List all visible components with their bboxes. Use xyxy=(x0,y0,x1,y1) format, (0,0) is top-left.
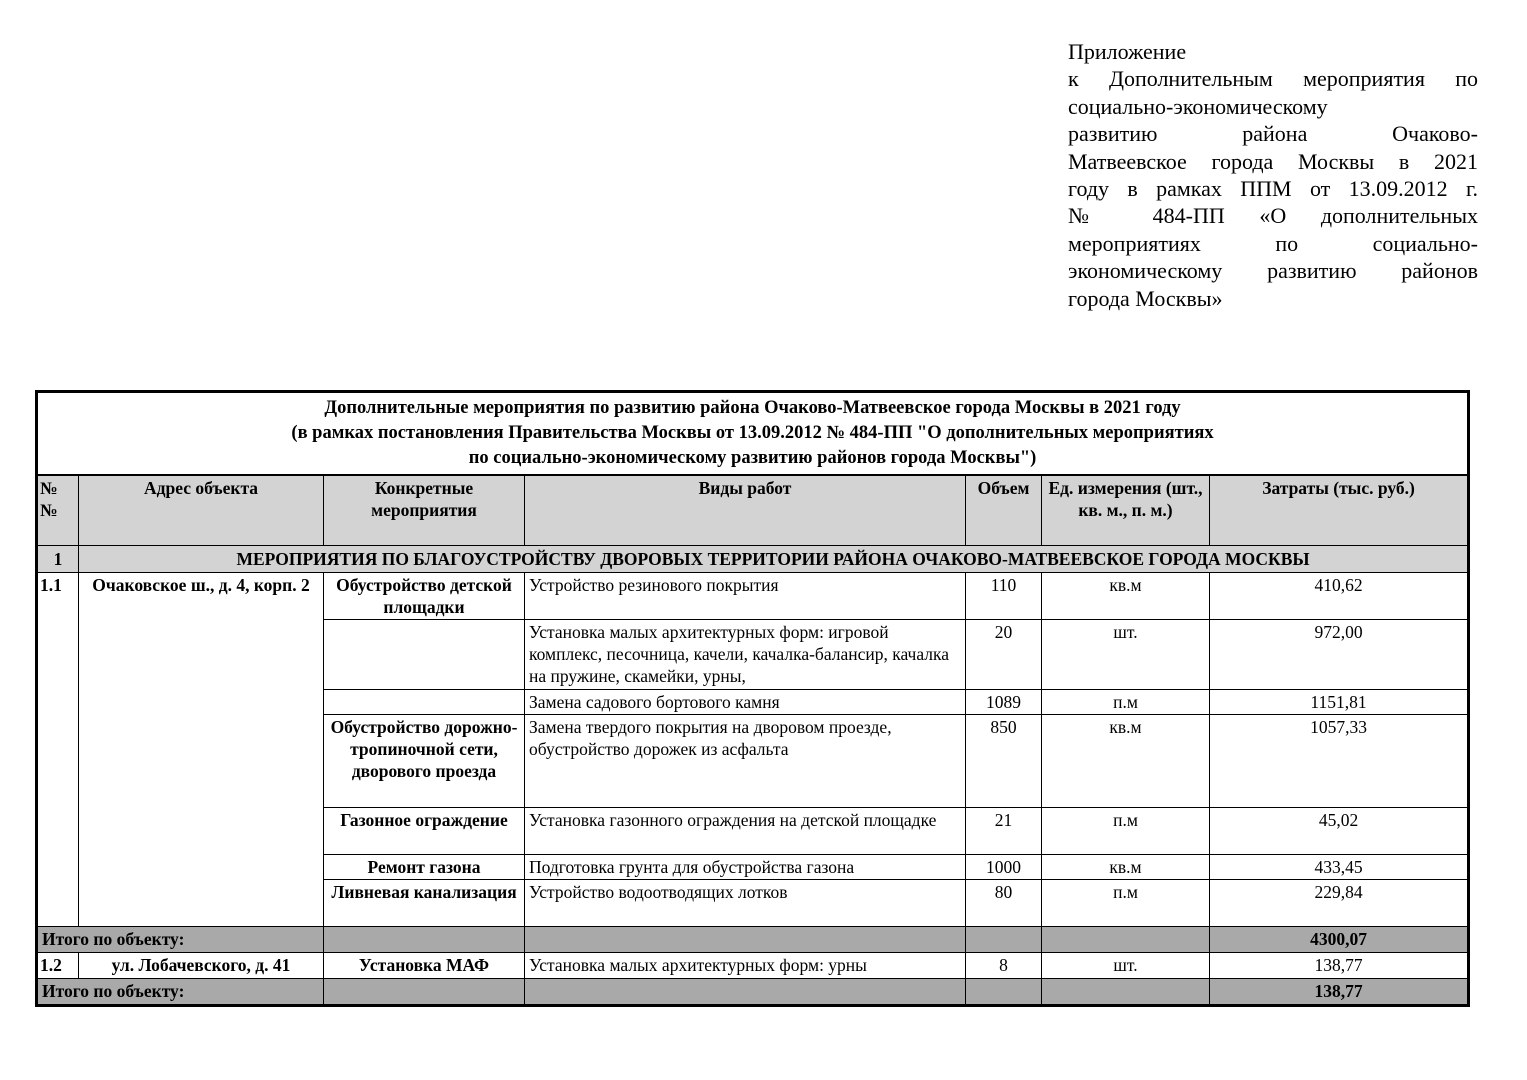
column-header-num: № № xyxy=(37,475,79,545)
appendix-line: году в рамках ППМ от 13.09.2012 г. xyxy=(1068,176,1478,202)
volume-cell: 1089 xyxy=(966,689,1042,714)
unit-cell: п.м xyxy=(1042,879,1210,926)
total-label: Итого по объекту: xyxy=(37,978,324,1005)
total-empty-cell xyxy=(966,926,1042,952)
unit-cell: кв.м xyxy=(1042,854,1210,879)
object-number: 1.2 xyxy=(37,952,79,978)
total-empty-cell xyxy=(324,978,525,1005)
total-value: 138,77 xyxy=(1210,978,1469,1005)
table-title-line: Дополнительные мероприятия по развитию района Очаково-Матвеевское города Москвы в 2021 году xyxy=(324,398,1181,418)
volume-cell: 1000 xyxy=(966,854,1042,879)
appendix-line: города Москвы» xyxy=(1068,285,1223,311)
section-row xyxy=(37,545,1469,572)
work-cell: Подготовка грунта для обустройства газона xyxy=(525,854,966,879)
cost-cell: 1057,33 xyxy=(1210,714,1469,807)
unit-cell: п.м xyxy=(1042,689,1210,714)
total-value: 4300,07 xyxy=(1210,926,1469,952)
table-title xyxy=(37,392,1469,476)
volume-cell: 8 xyxy=(966,952,1042,978)
volume-cell: 110 xyxy=(966,572,1042,619)
measure-cell: Ремонт газона xyxy=(324,854,525,879)
total-empty-cell xyxy=(525,926,966,952)
unit-cell: кв.м xyxy=(1042,714,1210,807)
section-title: МЕРОПРИЯТИЯ ПО БЛАГОУСТРОЙСТВУ ДВОРОВЫХ ТЕРРИТОРИИ РАЙОНА ОЧАКОВО-МАТВЕЕВСКОЕ ГОРОДА МОСКВЫ xyxy=(79,545,1469,572)
cost-cell: 410,62 xyxy=(1210,572,1469,619)
work-cell: Замена твердого покрытия на дворовом проезде, обустройство дорожек из асфальта xyxy=(525,714,966,807)
volume-cell: 850 xyxy=(966,714,1042,807)
column-header-works: Виды работ xyxy=(525,475,966,545)
appendix-line: Матвеевское города Москвы в 2021 xyxy=(1068,148,1478,174)
table-row xyxy=(37,952,1469,978)
appendix-line: мероприятиях по социально- xyxy=(1068,230,1478,256)
measure-cell xyxy=(324,619,525,689)
appendix-line: Приложение xyxy=(1068,39,1187,64)
cost-cell: 229,84 xyxy=(1210,879,1469,926)
column-header-cost: Затраты (тыс. руб.) xyxy=(1210,475,1469,545)
volume-cell: 80 xyxy=(966,879,1042,926)
column-header-address: Адрес объекта xyxy=(79,475,324,545)
unit-cell: п.м xyxy=(1042,807,1210,854)
total-empty-cell xyxy=(1042,926,1210,952)
total-row xyxy=(37,978,1469,1005)
table-title-line: (в рамках постановления Правительства Москвы от 13.09.2012 № 484-ПП "О дополнительных мероприятиях xyxy=(291,423,1214,443)
object-number: 1.1 xyxy=(37,572,79,926)
column-header-volume: Объем xyxy=(966,475,1042,545)
measure-cell: Установка МАФ xyxy=(324,952,525,978)
work-cell: Устройство резинового покрытия xyxy=(525,572,966,619)
table-row xyxy=(37,572,1469,619)
unit-cell: шт. xyxy=(1042,619,1210,689)
table-header-row xyxy=(37,475,1469,545)
total-row xyxy=(37,926,1469,952)
work-cell: Замена садового бортового камня xyxy=(525,689,966,714)
work-cell: Установка малых архитектурных форм: игровой комплекс, песочница, качели, качалка-балансир, качалка на пружине, скамейки, урны, xyxy=(525,619,966,689)
cost-cell: 138,77 xyxy=(1210,952,1469,978)
appendix-line: экономическому развитию районов xyxy=(1068,258,1478,284)
measure-cell: Газонное ограждение xyxy=(324,807,525,854)
unit-cell: шт. xyxy=(1042,952,1210,978)
measure-cell: Обустройство детской площадки xyxy=(324,572,525,619)
appendix-line: социально-экономическому xyxy=(1068,93,1328,119)
total-label: Итого по объекту: xyxy=(37,926,324,952)
object-address: Очаковское ш., д. 4, корп. 2 xyxy=(79,572,324,926)
volume-cell: 20 xyxy=(966,619,1042,689)
column-header-unit: Ед. измерения (шт., кв. м., п. м.) xyxy=(1042,475,1210,545)
measure-cell xyxy=(324,689,525,714)
work-cell: Устройство водоотводящих лотков xyxy=(525,879,966,926)
appendix-line: № 484-ПП «О дополнительных xyxy=(1068,203,1478,229)
work-cell: Установка малых архитектурных форм: урны xyxy=(525,952,966,978)
measure-cell: Ливневая канализация xyxy=(324,879,525,926)
cost-cell: 433,45 xyxy=(1210,854,1469,879)
section-number: 1 xyxy=(37,545,79,572)
appendix-note xyxy=(1068,38,1478,312)
column-header-measures: Конкретные мероприятия xyxy=(324,475,525,545)
total-empty-cell xyxy=(525,978,966,1005)
work-cell: Установка газонного ограждения на детской площадке xyxy=(525,807,966,854)
unit-cell: кв.м xyxy=(1042,572,1210,619)
volume-cell: 21 xyxy=(966,807,1042,854)
cost-cell: 1151,81 xyxy=(1210,689,1469,714)
appendix-line: к Дополнительным мероприятия по xyxy=(1068,66,1478,92)
total-empty-cell xyxy=(1042,978,1210,1005)
object-address: ул. Лобачевского, д. 41 xyxy=(79,952,324,978)
total-empty-cell xyxy=(966,978,1042,1005)
appendix-line: развитию района Очаково- xyxy=(1068,121,1478,147)
cost-cell: 45,02 xyxy=(1210,807,1469,854)
cost-cell: 972,00 xyxy=(1210,619,1469,689)
table-title-line: по социально-экономическому развитию районов города Москвы") xyxy=(468,448,1037,468)
measures-table xyxy=(35,390,1470,1007)
measure-cell: Обустройство дорожно-тропиночной сети, дворового проезда xyxy=(324,714,525,807)
total-empty-cell xyxy=(324,926,525,952)
table-title-row xyxy=(37,392,1469,476)
